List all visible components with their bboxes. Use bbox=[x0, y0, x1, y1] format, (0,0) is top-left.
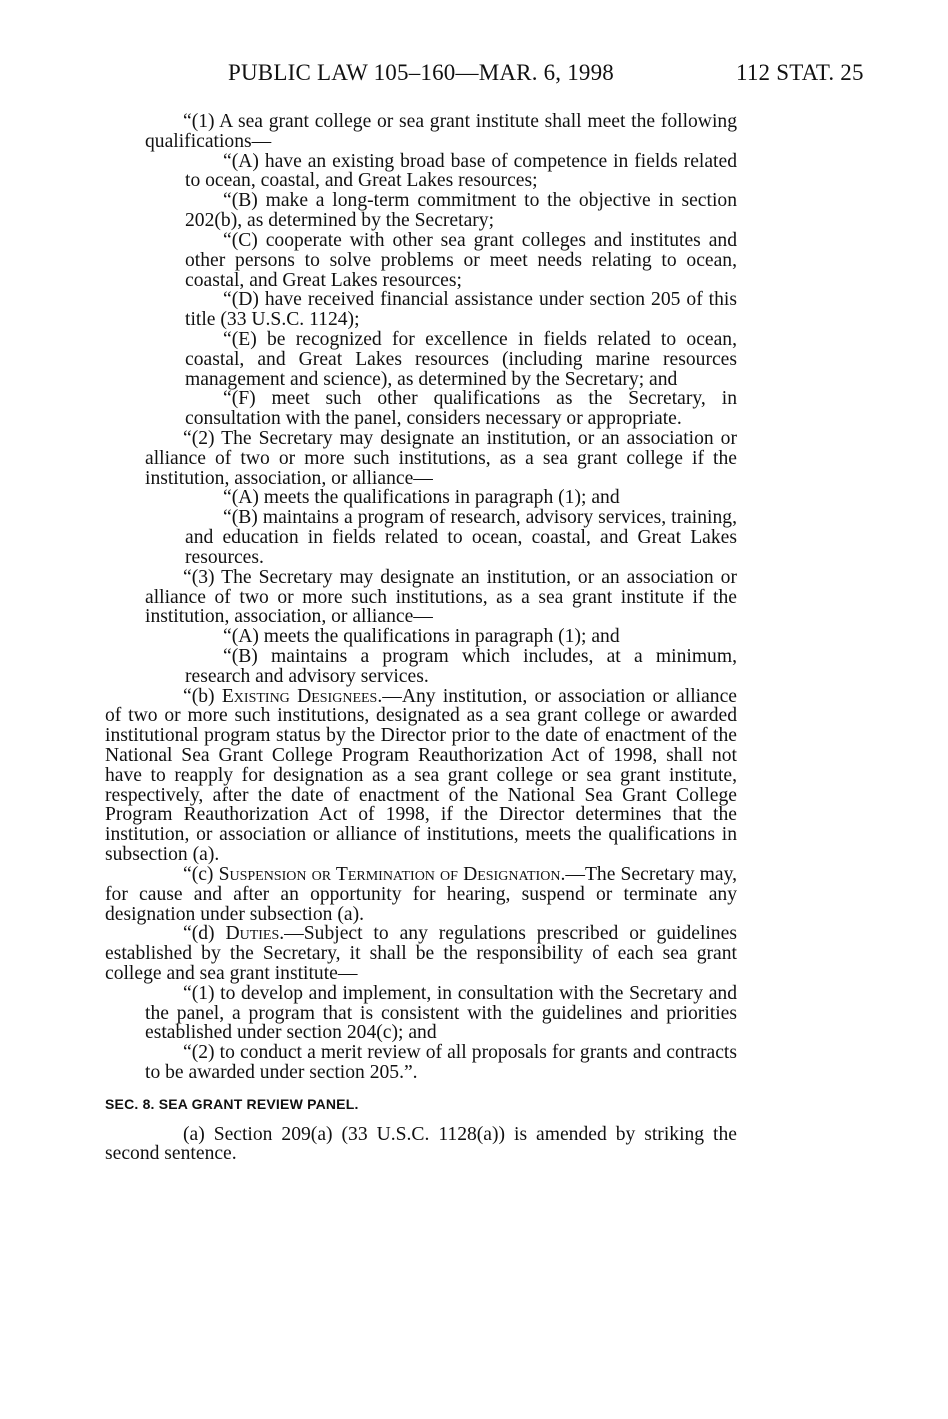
paragraph-1-b: “(B) make a long-term commitment to the objective in section 202(b), as determined by the Secretary; bbox=[185, 190, 737, 232]
paragraph-2-b: “(B) maintains a program of research, advisory services, training, and education in fields related to ocean, coastal, and Great Lakes resources. bbox=[185, 507, 737, 568]
subsection-c: “(c) Suspension or Termination of Designation.—The Secretary may, for cause and after an opportunity for hearing, suspend or terminate any designation under subsection (a). bbox=[105, 863, 738, 925]
paragraph-3-a: “(A) meets the qualifications in paragraph (1); and bbox=[223, 626, 620, 648]
section-8-heading: SEC. 8. SEA GRANT REVIEW PANEL. bbox=[105, 1095, 359, 1112]
paragraph-1-a: “(A) have an existing broad base of competence in fields related to ocean, coastal, and Great Lakes resources; bbox=[185, 150, 737, 192]
paragraph-3-b: “(B) maintains a program which includes, at a minimum, research and advisory services. bbox=[185, 645, 737, 687]
paragraph-1-f: “(F) meet such other qualifications as the Secretary, in consultation with the panel, considers necessary or appropriate. bbox=[185, 388, 737, 430]
duty-1: “(1) to develop and implement, in consultation with the Secretary and the panel, a program that is consistent with the guidelines and priorities established under section 204(c); and bbox=[145, 982, 737, 1044]
subsection-b: “(b) Existing Designees.—Any institution, or association or alliance of two or more such institutions, designated as a sea grant college or awarded institutional program status by the Director prior to the date of enactment of the National Sea Grant College Program Reauthorization Act of 1998, shall not have to reapply for designation as a sea grant college or sea grant institute, respectively, after the date of enactment of the National Sea Grant College Program Reauthorization Act of 1998, if the Director determines that the institution, or association or alliance of institutions, meets the qualifications in subsection (a). bbox=[105, 685, 737, 866]
statute-page-number: 112 STAT. 25 bbox=[736, 60, 864, 85]
subsection-c-caption: Suspension or Termination of Designation bbox=[218, 863, 561, 885]
paragraph-3: “(3) The Secretary may designate an institution, or an association or alliance of two or more such institutions, as a sea grant institute if the institution, association, or alliance— bbox=[145, 566, 737, 628]
running-header-title: PUBLIC LAW 105–160—MAR. 6, 1998 bbox=[228, 60, 615, 85]
duty-2: “(2) to conduct a merit review of all proposals for grants and contracts to be awarded under section 205.”. bbox=[145, 1042, 737, 1083]
paragraph-1-d: “(D) have received financial assistance under section 205 of this title (33 U.S.C. 1124); bbox=[185, 289, 737, 331]
paragraph-2-a: “(A) meets the qualifications in paragraph (1); and bbox=[223, 487, 620, 509]
paragraph-1-c: “(C) cooperate with other sea grant colleges and institutes and other persons to solve problems or meet needs relating to ocean, coastal, and Great Lakes resources; bbox=[185, 229, 737, 291]
paragraph-1-e: “(E) be recognized for excellence in fields related to ocean, coastal, and Great Lakes resources (including marine resources management and science), as determined by the Secretary; and bbox=[185, 328, 737, 390]
subsection-d: “(d) Duties.—Subject to any regulations prescribed or guidelines established by the Secretary, it shall be the responsibility of each sea grant college and sea grant institute— bbox=[105, 923, 737, 984]
subsection-b-caption: Existing Designees bbox=[221, 685, 378, 707]
paragraph-2: “(2) The Secretary may designate an institution, or an association or alliance of two or more such institutions, as a sea grant college if the institution, association, or alliance— bbox=[145, 428, 737, 489]
subsection-d-caption: Duties bbox=[225, 923, 280, 945]
body-text bbox=[105, 112, 737, 1164]
section-8-text: (a) Section 209(a) (33 U.S.C. 1128(a)) is amended by striking the second sentence. bbox=[105, 1123, 737, 1165]
paragraph-1: “(1) A sea grant college or sea grant institute shall meet the following qualifications— bbox=[145, 111, 737, 152]
